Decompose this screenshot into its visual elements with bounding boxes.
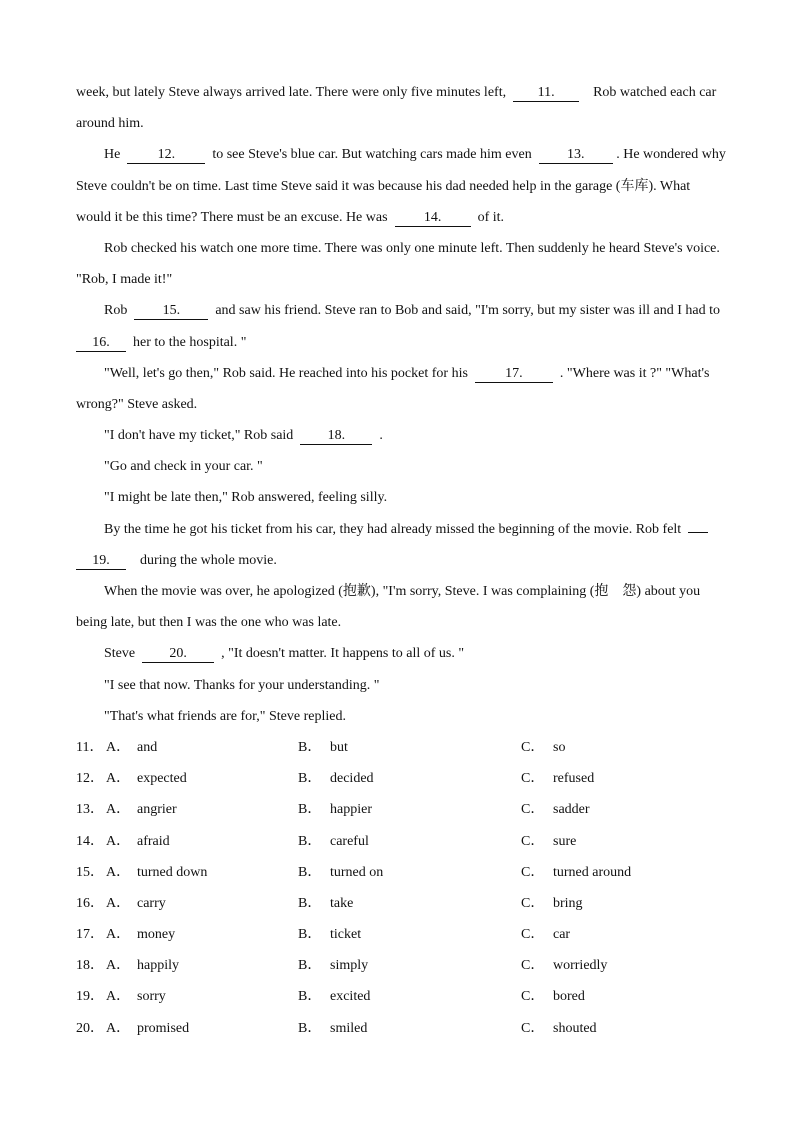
passage-line: [76, 139, 750, 170]
blank-12: 12.: [127, 147, 205, 164]
passage-line: [76, 202, 750, 233]
option-b[interactable]: excited: [330, 989, 371, 1005]
question-number: 11．: [76, 739, 104, 755]
blank-14: 14.: [395, 210, 471, 227]
passage-line: [76, 264, 750, 295]
option-label-a: A．: [106, 802, 131, 818]
passage-text: Steve couldn't be on time. Last time Steve said it was because his dad needed help in the garage (车库). What: [76, 178, 691, 194]
option-a[interactable]: money: [137, 927, 176, 943]
passage-line: [76, 451, 750, 482]
option-c[interactable]: so: [553, 739, 566, 755]
blank-18: 18.: [300, 428, 372, 445]
passage-line: [76, 482, 750, 513]
option-label-c: C．: [521, 802, 545, 818]
option-label-c: C．: [521, 833, 545, 849]
option-label-c: C．: [521, 927, 545, 943]
passage-line: [76, 327, 750, 358]
passage-line: [76, 233, 750, 264]
passage-line: [76, 358, 750, 389]
option-a[interactable]: turned down: [137, 864, 208, 880]
question-number: 13．: [76, 802, 104, 818]
option-b[interactable]: turned on: [330, 864, 384, 880]
question-number: 16．: [76, 895, 104, 911]
question-number: 17．: [76, 927, 104, 943]
option-label-b: B．: [298, 833, 322, 849]
passage-line: [76, 607, 750, 638]
blank-11: 11.: [513, 85, 579, 102]
passage-text: would it be this time? There must be an excuse. He was: [76, 209, 388, 225]
option-row-16: [76, 888, 750, 919]
option-label-a: A．: [106, 833, 131, 849]
question-number: 18．: [76, 958, 104, 974]
option-label-a: A．: [106, 771, 131, 787]
option-c[interactable]: shouted: [553, 1020, 597, 1036]
option-label-a: A．: [106, 895, 131, 911]
option-b[interactable]: ticket: [330, 927, 362, 943]
blank-19-start: [688, 532, 708, 533]
option-label-c: C．: [521, 895, 545, 911]
passage-text: to see Steve's blue car. But watching cars made him even: [212, 147, 532, 163]
question-number: 15．: [76, 864, 104, 880]
passage-text: , "It doesn't matter. It happens to all of us. ": [221, 646, 465, 662]
passage-text: Rob watched each car: [593, 85, 717, 100]
option-label-b: B．: [298, 958, 322, 974]
option-b[interactable]: happier: [330, 802, 372, 818]
option-row-19: [76, 981, 750, 1012]
option-label-b: B．: [298, 927, 322, 943]
question-number: 19．: [76, 989, 104, 1005]
option-row-14: [76, 826, 750, 857]
passage-line: [76, 108, 750, 139]
passage-text: When the movie was over, he apologized (抱歉), "I'm sorry, Steve. I was complaining (抱 怨) about you: [104, 584, 701, 599]
passage-line: [76, 420, 750, 451]
passage-text: and saw his friend. Steve ran to Bob and said, "I'm sorry, but my sister was ill and I had to: [215, 303, 720, 319]
option-label-a: A．: [106, 958, 131, 974]
passage-text: "Well, let's go then," Rob said. He reached into his pocket for his: [104, 365, 468, 381]
option-label-c: C．: [521, 771, 545, 787]
option-b[interactable]: take: [330, 895, 354, 911]
passage-text: He: [104, 147, 121, 163]
option-a[interactable]: angrier: [137, 802, 177, 818]
document-page: [76, 77, 750, 1044]
option-a[interactable]: promised: [137, 1020, 190, 1036]
option-row-13: [76, 794, 750, 825]
passage-text: "Rob, I made it!": [76, 272, 173, 288]
option-b[interactable]: careful: [330, 833, 369, 849]
passage-text: "Go and check in your car. ": [104, 459, 263, 475]
passage-line: [76, 514, 750, 545]
passage-text: Steve: [104, 646, 136, 662]
option-label-b: B．: [298, 895, 322, 911]
option-a[interactable]: and: [137, 739, 158, 755]
passage-text: week, but lately Steve always arrived late. There were only five minutes left,: [76, 85, 507, 100]
passage-line: [76, 389, 750, 420]
blank-19: 19.: [76, 553, 126, 570]
option-label-b: B．: [298, 739, 322, 755]
option-label-c: C．: [521, 1020, 545, 1036]
option-c[interactable]: car: [553, 927, 571, 943]
option-a[interactable]: afraid: [137, 833, 170, 849]
option-label-a: A．: [106, 1020, 131, 1036]
passage-text: around him.: [76, 116, 144, 132]
passage-text: By the time he got his ticket from his car, they had already missed the beginning of the movie. Rob felt: [104, 521, 682, 537]
option-c[interactable]: refused: [553, 771, 595, 787]
question-number: 20．: [76, 1020, 104, 1036]
option-label-b: B．: [298, 771, 322, 787]
option-row-20: [76, 1013, 750, 1044]
passage-line: [76, 701, 750, 732]
blank-20: 20.: [142, 646, 214, 663]
blank-13: 13.: [539, 147, 613, 164]
option-label-a: A．: [106, 739, 131, 755]
passage-text: "That's what friends are for," Steve replied.: [104, 708, 346, 724]
option-label-c: C．: [521, 989, 545, 1005]
passage-text: of it.: [477, 209, 505, 225]
option-c[interactable]: sure: [553, 833, 577, 849]
option-a[interactable]: sorry: [137, 989, 166, 1005]
option-row-17: [76, 919, 750, 950]
passage-line: [76, 295, 750, 326]
option-label-c: C．: [521, 864, 545, 880]
blank-17: 17.: [475, 366, 553, 383]
option-label-a: A．: [106, 927, 131, 943]
option-row-12: [76, 763, 750, 794]
option-b[interactable]: decided: [330, 771, 374, 787]
passage-text: .: [379, 428, 383, 444]
option-row-15: [76, 857, 750, 888]
passage-text: during the whole movie.: [140, 552, 277, 568]
passage-line: [76, 576, 750, 607]
option-a[interactable]: expected: [137, 771, 187, 787]
blank-16: 16.: [76, 335, 126, 352]
option-b[interactable]: simply: [330, 958, 369, 974]
option-a[interactable]: happily: [137, 958, 179, 974]
option-b[interactable]: but: [330, 739, 348, 755]
passage-text: Rob checked his watch one more time. There was only one minute left. Then suddenly he heard Steve's voice.: [104, 240, 720, 256]
option-b[interactable]: smiled: [330, 1020, 368, 1036]
option-label-a: A．: [106, 864, 131, 880]
option-c[interactable]: turned around: [553, 864, 632, 880]
passage-text: Rob: [104, 303, 128, 319]
passage-line: [76, 171, 750, 202]
option-c[interactable]: sadder: [553, 802, 590, 818]
options-list: [76, 732, 750, 1044]
option-row-11: [76, 732, 750, 763]
option-c[interactable]: worriedly: [553, 958, 608, 974]
passage-text: . "Where was it ?" "What's: [559, 365, 710, 381]
option-c[interactable]: bring: [553, 895, 583, 911]
option-a[interactable]: carry: [137, 895, 166, 911]
passage-line: [76, 545, 750, 576]
question-number: 12．: [76, 771, 104, 787]
option-label-c: C．: [521, 739, 545, 755]
passage-text: her to the hospital. ": [133, 334, 247, 350]
option-c[interactable]: bored: [553, 989, 585, 1005]
passage-line: [76, 638, 750, 669]
passage-text: . He wondered why: [616, 147, 726, 163]
passage-line: [76, 670, 750, 701]
option-row-18: [76, 950, 750, 981]
option-label-b: B．: [298, 864, 322, 880]
passage-text: wrong?" Steve asked.: [76, 396, 198, 412]
passage-text: "I might be late then," Rob answered, feeling silly.: [104, 490, 388, 506]
blank-15: 15.: [134, 303, 208, 320]
passage-line: [76, 77, 750, 108]
option-label-b: B．: [298, 989, 322, 1005]
option-label-b: B．: [298, 1020, 322, 1036]
passage-text: being late, but then I was the one who was late.: [76, 615, 342, 631]
option-label-b: B．: [298, 802, 322, 818]
passage-text: "I don't have my ticket," Rob said: [104, 428, 294, 444]
question-number: 14．: [76, 833, 104, 849]
option-label-a: A．: [106, 989, 131, 1005]
passage-text: "I see that now. Thanks for your understanding. ": [104, 677, 380, 693]
option-label-c: C．: [521, 958, 545, 974]
